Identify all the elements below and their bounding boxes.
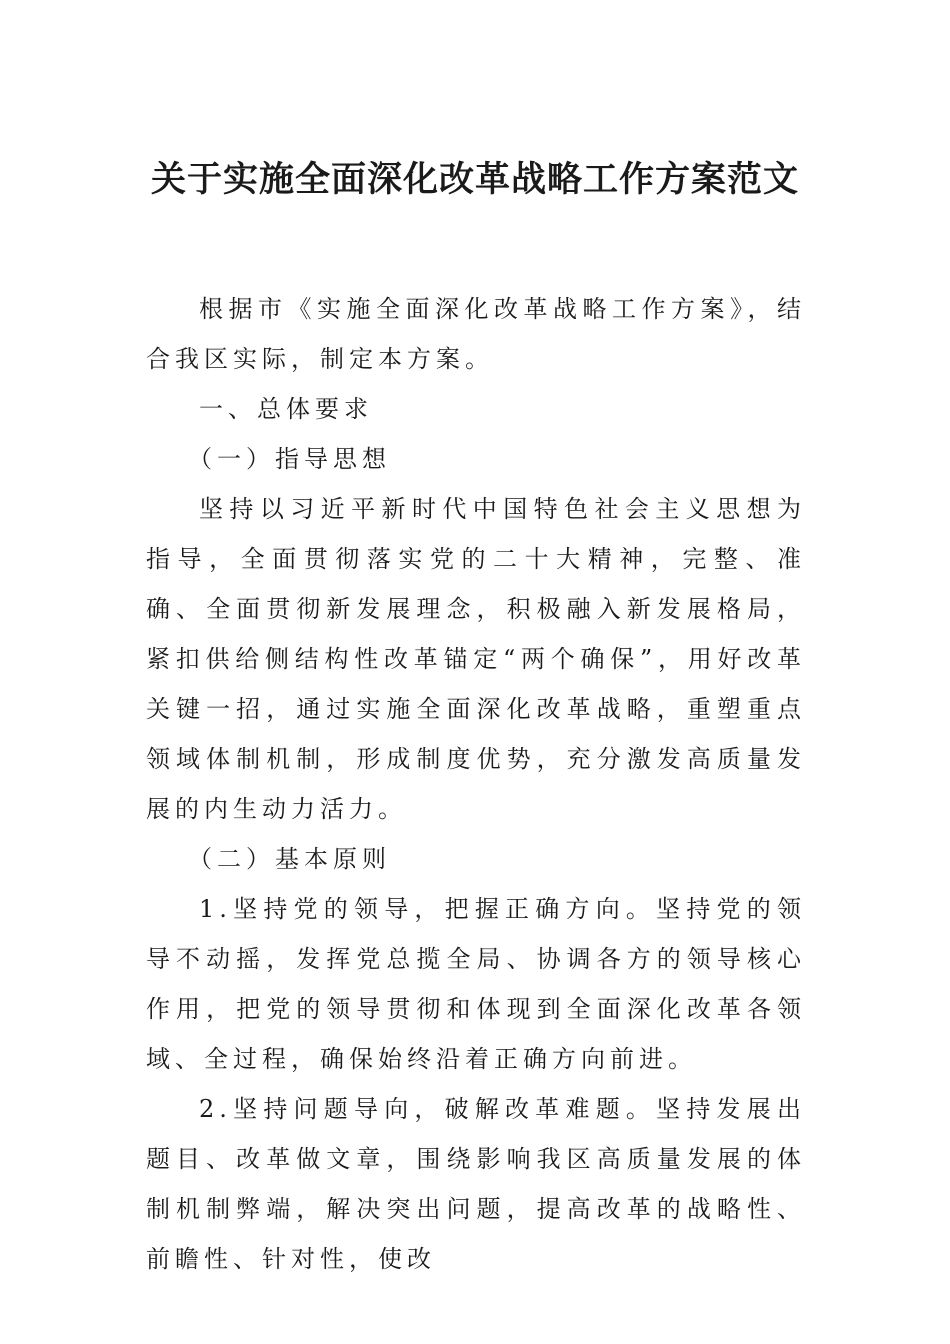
subsection-heading-guiding-ideology: （一）指导思想 [188,445,391,473]
principle-2-paragraph: 2.坚持问题导向，破解改革难题。坚持发展出题目、改革做文章，围绕影响我区高质量发展的体制机制弊端，解决突出问题，提高改革的战略性、前瞻性、针对性，使改 [146,1095,806,1273]
document-title: 关于实施全面深化改革战略工作方案范文 [150,159,799,200]
document-body [146,284,806,1284]
intro-paragraph: 根据市《实施全面深化改革战略工作方案》，结合我区实际，制定本方案。 [146,295,806,373]
principle-1-paragraph: 1.坚持党的领导，把握正确方向。坚持党的领导不动摇，发挥党总揽全局、协调各方的领导核心作用，把党的领导贯彻和体现到全面深化改革各领域、全过程，确保始终沿着正确方向前进。 [146,895,806,1073]
subsection-heading-basic-principles: （二）基本原则 [188,845,391,873]
guiding-ideology-paragraph: 坚持以习近平新时代中国特色社会主义思想为指导，全面贯彻落实党的二十大精神，完整、准确、全面贯彻新发展理念，积极融入新发展格局，紧扣供给侧结构性改革锚定“两个确保”，用好改革关键一招，通过实施全面深化改革战略，重塑重点领域体制机制，形成制度优势，充分激发高质量发展的内生动力活力。 [146,495,806,823]
section-heading-general-requirements: 一、总体要求 [199,395,373,423]
